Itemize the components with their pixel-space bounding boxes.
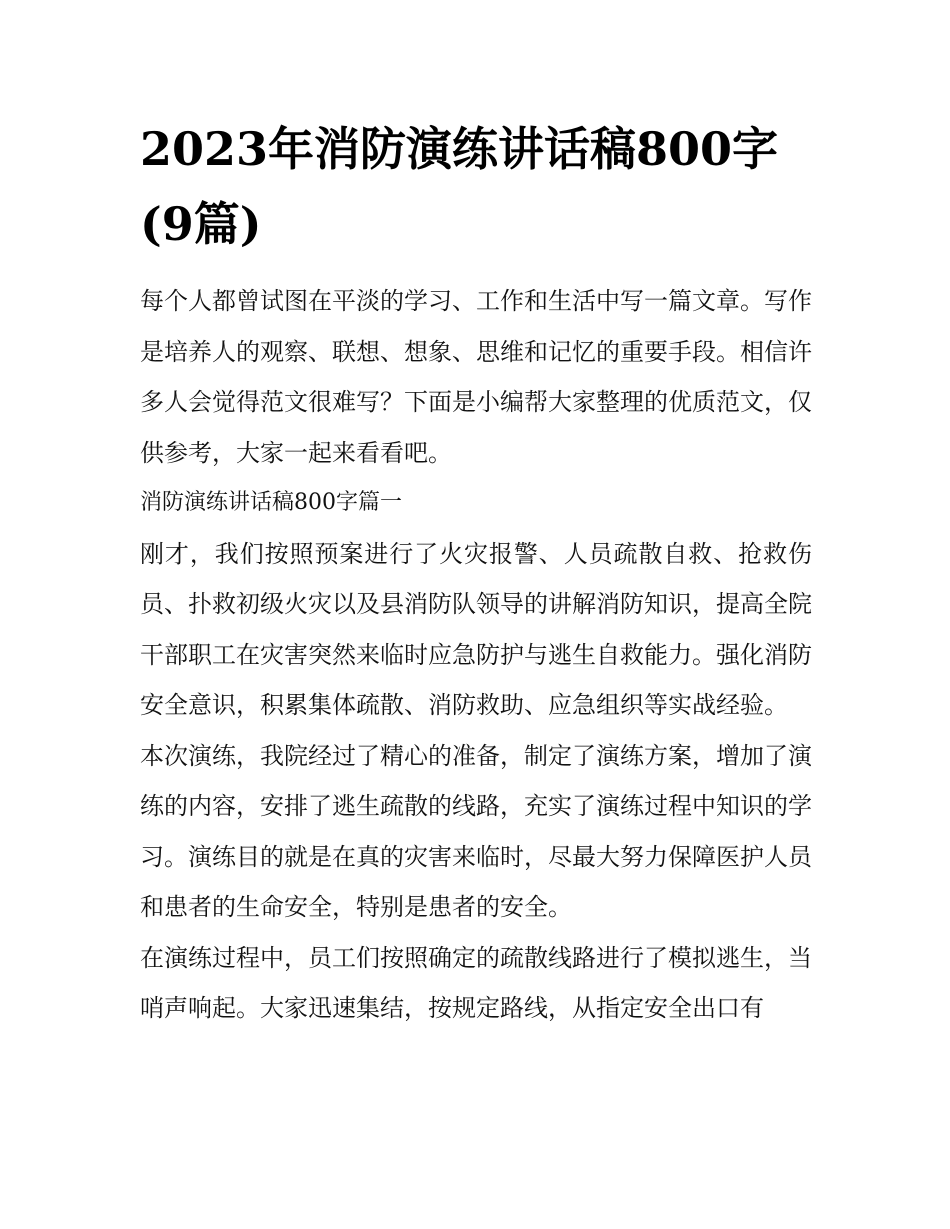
document-title: 2023年消防演练讲话稿800字(9篇) xyxy=(140,122,779,251)
body-paragraph-2: 本次演练，我院经过了精心的准备，制定了演练方案，增加了演练的内容，安排了逃生疏散的线路，充实了演练过程中知识的学习。演练目的就是在真的灾害来临时，尽最大努力保障医护人员和患者的生命安全，特别是患者的安全。 xyxy=(140,741,812,921)
section-heading: 消防演练讲话稿800字篇一 xyxy=(140,490,402,515)
document-page xyxy=(140,112,812,1034)
intro-paragraph: 每个人都曾试图在平淡的学习、工作和生活中写一篇文章。写作是培养人的观察、联想、想象、思维和记忆的重要手段。相信许多人会觉得范文很难写？下面是小编帮大家整理的优质范文，仅供参考，大家一起来看看吧。 xyxy=(140,287,812,467)
body-paragraph-3: 在演练过程中，员工们按照确定的疏散线路进行了模拟逃生，当哨声响起。大家迅速集结，按规定路线，从指定安全出口有 xyxy=(140,943,812,1022)
body-paragraph-1: 刚才，我们按照预案进行了火灾报警、人员疏散自救、抢救伤员、扑救初级火灾以及县消防队领导的讲解消防知识，提高全院干部职工在灾害突然来临时应急防护与逃生自救能力。强化消防安全意识，积累集体疏散、消防救助、应急组织等实战经验。 xyxy=(140,539,812,719)
